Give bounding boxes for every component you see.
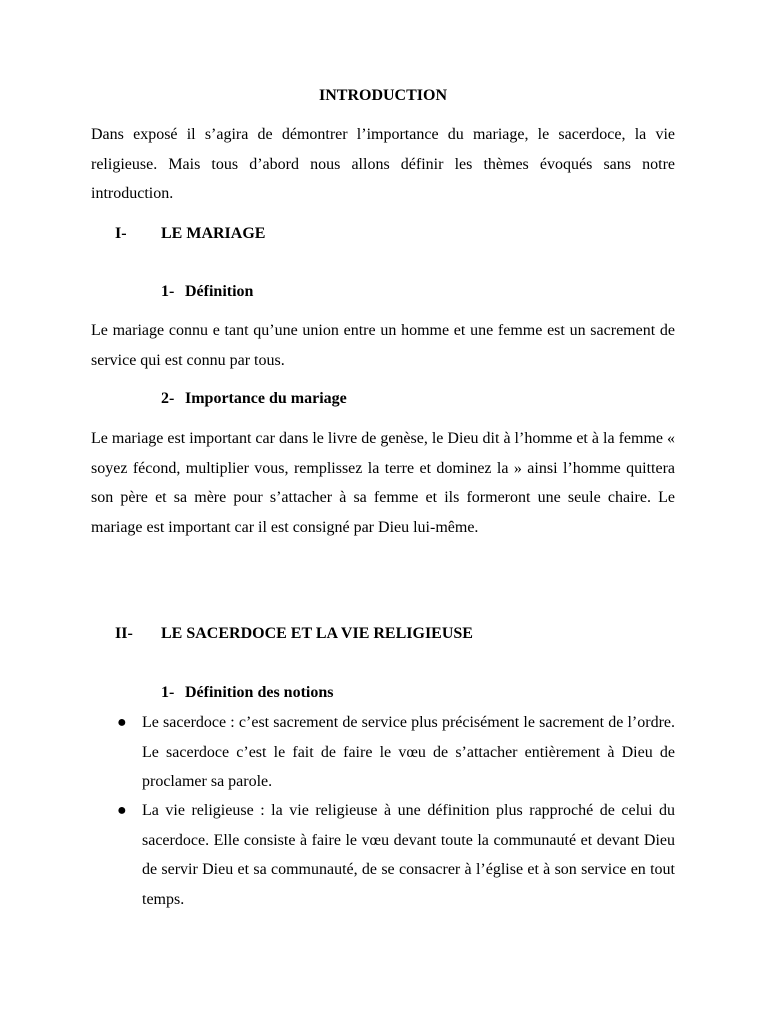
subsection-number: 1- [161,684,175,701]
section-title: LE SACERDOCE ET LA VIE RELIGIEUSE [161,625,473,642]
subsection-title: Définition des notions [185,684,334,701]
bullet-text-vie-religieuse: La vie religieuse : la vie religieuse à une définition plus rapproché de celui du sacerdoce. Elle consiste à faire le vœu devant toute la communauté et devant Dieu de servir Dieu et sa communauté, de se consacrer à l’église et à son service en tout temps. [142,802,675,908]
section-title: LE MARIAGE [161,225,266,242]
bullet-icon: ● [117,714,127,731]
subsection-number: 2- [161,390,175,407]
subsection-heading-importance [161,389,347,409]
definition-paragraph: Le mariage connu e tant qu’une union entre un homme et une femme est un sacrement de service qui est connu par tous. [91,322,675,369]
subsection-title: Importance du mariage [185,390,347,407]
section-heading-mariage [115,224,265,244]
section-number: II- [115,625,133,642]
bullet-text-sacerdoce: Le sacerdoce : c’est sacrement de service plus précisément le sacrement de l’ordre. Le sacerdoce c’est le fait de faire le vœu de s’attacher entièrement à Dieu de proclamer sa parole. [142,714,675,790]
subsection-title: Définition [185,283,254,300]
document-title: INTRODUCTION [318,87,447,104]
section-number: I- [115,225,127,242]
subsection-number: 1- [161,283,175,300]
importance-paragraph: Le mariage est important car dans le livre de genèse, le Dieu dit à l’homme et à la femme « soyez fécond, multiplier vous, remplissez la terre et dominez la » ainsi l’homme quittera son père et sa mère pour s’attacher à sa femme et ils formeront une seule chaire. Le mariage est important car il est consigné par Dieu lui-même. [91,430,675,536]
intro-paragraph: Dans exposé il s’agira de démontrer l’importance du mariage, le sacerdoce, la vie religieuse. Mais tous d’abord nous allons définir les thèmes évoqués sans notre introduction. [91,126,675,202]
section-heading-sacerdoce [115,624,473,644]
subsection-heading-notions [161,683,333,703]
subsection-heading-definition [161,282,253,302]
bullet-icon: ● [117,802,127,819]
